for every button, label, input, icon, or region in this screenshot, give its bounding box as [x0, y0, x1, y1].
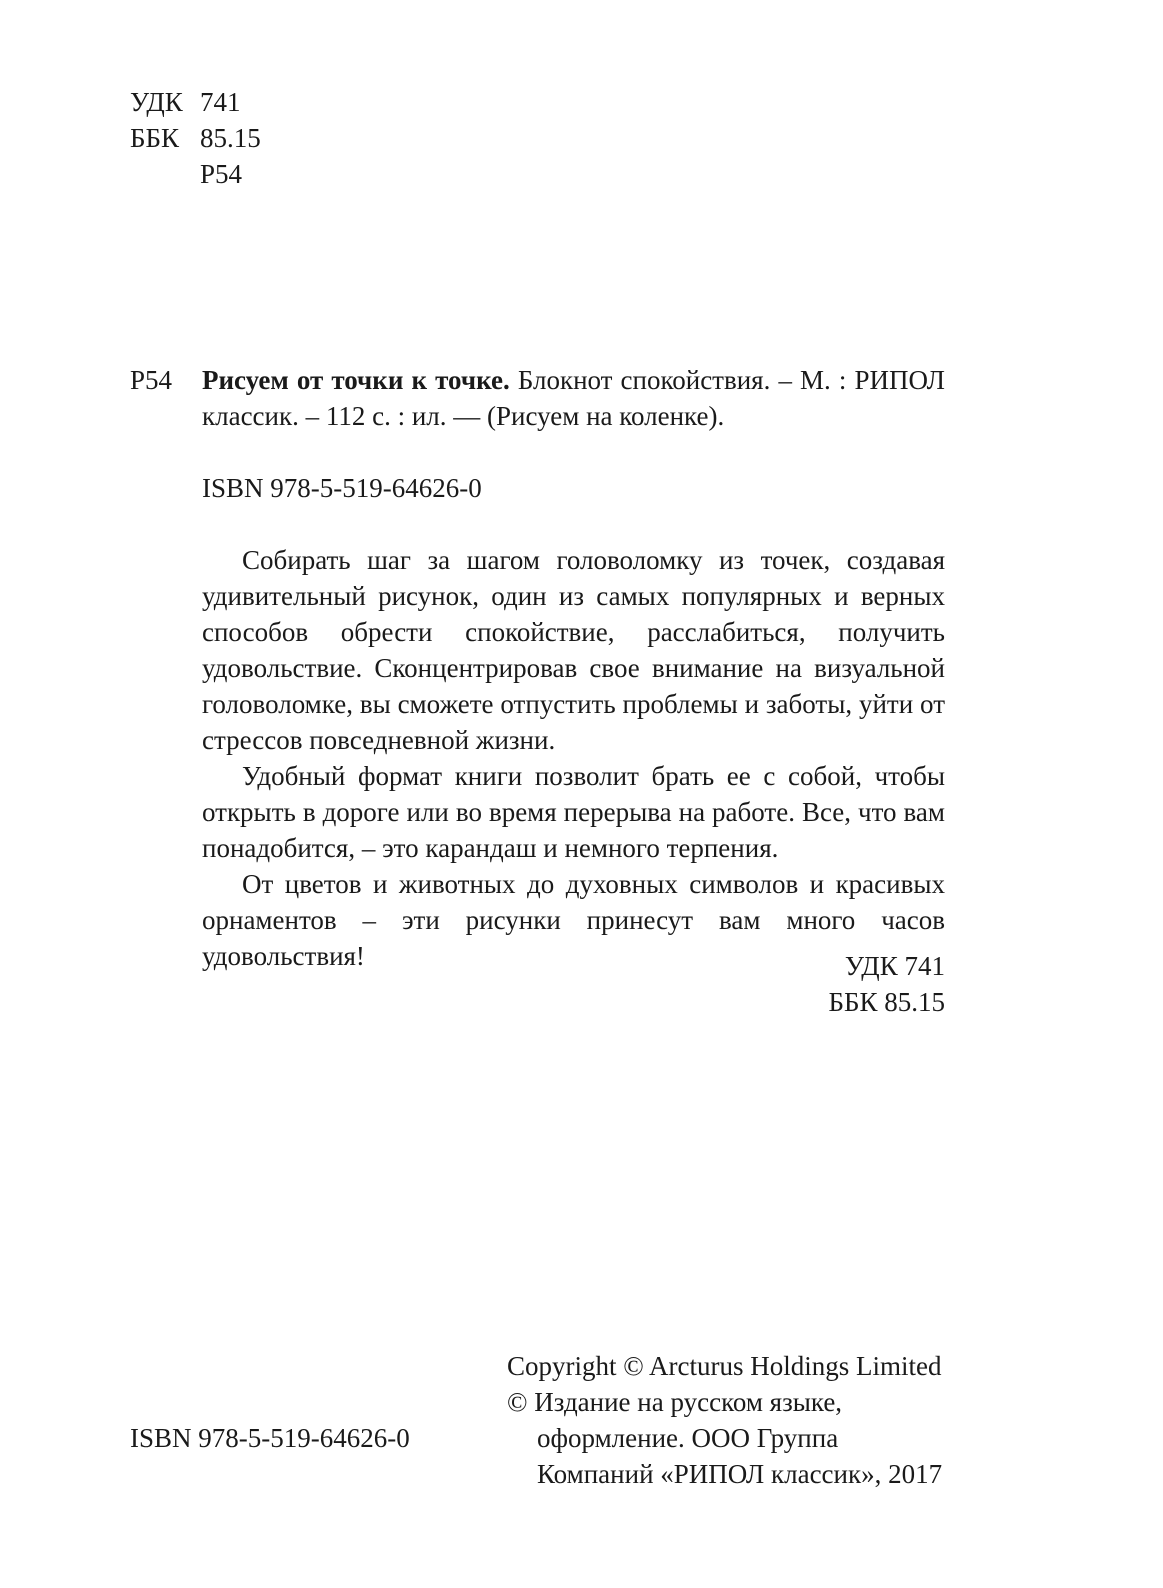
udk-code-right: УДК 741 — [844, 951, 945, 981]
classification-block-top — [130, 84, 261, 192]
udk-row — [130, 84, 261, 120]
udk-value: 741 — [200, 87, 241, 117]
bbk-code-right: ББК 85.15 — [828, 987, 945, 1017]
isbn-main: ISBN 978-5-519-64626-0 — [202, 473, 482, 503]
author-mark-row — [130, 156, 261, 192]
copyright-line: Компаний «РИПОЛ классик», 2017 — [537, 1459, 943, 1489]
copyright-block — [507, 1348, 947, 1492]
book-title: Рисуем от точки к точке. — [202, 365, 510, 395]
copyright-line: Copyright © Arcturus Holdings Limited — [507, 1351, 942, 1381]
bibliographic-entry — [130, 362, 945, 434]
bbk-label: ББК — [130, 123, 180, 153]
isbn-bottom: ISBN 978-5-519-64626-0 — [130, 1423, 410, 1453]
udk-label: УДК — [130, 87, 183, 117]
annotation-paragraph: От цветов и животных до духовных символов и красивых орнаментов – эти рисунки принесут вам много часов удовольствия! — [202, 869, 945, 971]
bbk-value: 85.15 — [200, 123, 261, 153]
author-mark: Р54 — [200, 159, 243, 189]
annotation-paragraph: Удобный формат книги позволит брать ее с собой, чтобы открыть в дороге или во время перерыва на работе. Все, что вам понадобится, – это карандаш и немного терпения. — [202, 761, 945, 863]
copyright-line: оформление. ООО Группа — [537, 1423, 839, 1453]
biblio-description — [202, 362, 945, 434]
biblio-author-mark: Р54 — [130, 365, 173, 395]
annotation — [202, 542, 945, 974]
copyright-line: © Издание на русском языке, — [507, 1387, 843, 1417]
annotation-paragraph: Собирать шаг за шагом головоломку из точек, создавая удивительный рисунок, один из самых популярных и верных способов обрести спокойствие, расслабиться, получить удовольствие. Сконцентрировав свое внимание на визуальной головоломке, вы сможете отпустить проблемы и заботы, уйти от стрессов повседневной жизни. — [202, 545, 945, 755]
bbk-row — [130, 120, 261, 156]
biblio-details: Блокнот спокойствия. – М. : РИПОЛ классик. – 112 с. : ил. — (Рисуем на коленке). — [202, 365, 945, 431]
classification-block-right — [828, 948, 945, 1020]
